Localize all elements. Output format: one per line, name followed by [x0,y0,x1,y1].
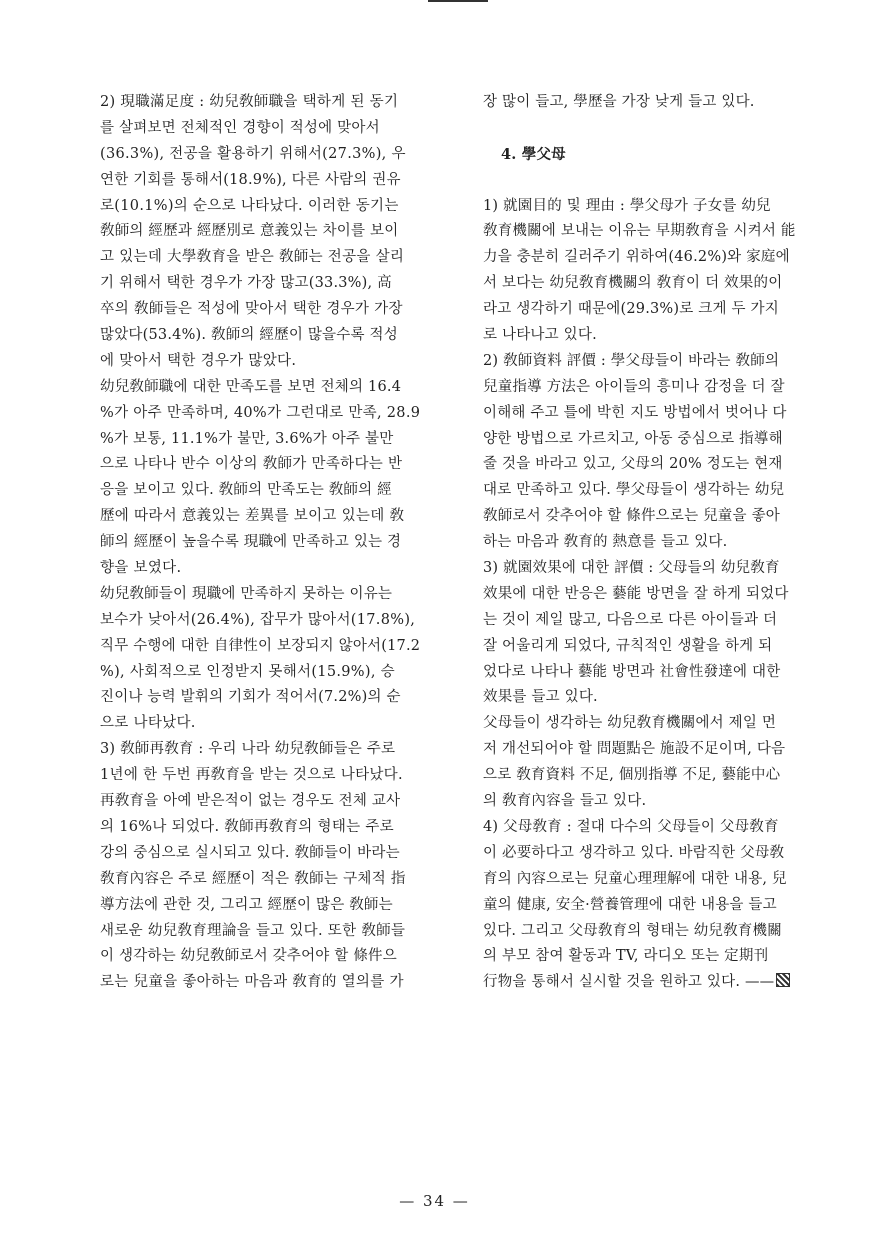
text-line: 으로 敎育資料 不足, 個別指導 不足, 藝能中心 [483,767,781,784]
text-line: 서 보다는 幼兒敎育機關의 敎育이 더 效果的이 [483,275,783,292]
text-line: 敎育機關에 보내는 이유는 早期敎育을 시켜서 能 [483,223,796,240]
text-line: 效果에 대한 반응은 藝能 방면을 잘 하게 되었다 [483,585,789,602]
text-line: 兒童指導 方法은 아이들의 흥미나 감정을 더 잘 [483,378,785,395]
text-line: 직무 수행에 대한 自律性이 보장되지 않아서(17.2 [100,637,421,654]
text-line: 1년에 한 두번 再敎育을 받는 것으로 나타났다. [100,767,403,784]
text-line: 敎師로서 갖추어야 할 條件으로는 兒童을 좋아 [483,508,780,525]
text-line: 에 맞아서 택한 경우가 많았다. [100,352,297,369]
text-line: 로 나타나고 있다. [483,327,597,344]
text-line: 父母들이 생각하는 幼兒敎育機關에서 제일 먼 [483,715,777,732]
text-line: 를 살펴보면 전체적인 경향이 적성에 맞아서 [100,119,380,136]
text-line: 2) 敎師資料 評價 : 學父母들이 바라는 敎師의 [483,352,780,369]
text-line: 하는 마음과 敎育的 熱意를 들고 있다. [483,534,728,551]
text-line: 라고 생각하기 때문에(29.3%)로 크게 두 가지 [483,301,779,318]
text-line: 새로운 幼兒敎育理論을 들고 있다. 또한 敎師들 [100,922,406,939]
text-line: 는 것이 제일 많고, 다음으로 다른 아이들과 더 [483,611,778,628]
end-mark-icon [776,973,790,987]
text-line: 보수가 낮아서(26.4%), 잡무가 많아서(17.8%), [100,611,416,628]
text-line: 연한 기회를 통해서(18.9%), 다른 사람의 권유 [100,171,401,188]
text-line: 으로 나타나 반수 이상의 敎師가 만족하다는 반 [100,456,403,473]
text-line: 진이나 능력 발휘의 기회가 적어서(7.2%)의 순 [100,689,401,706]
text-line: 導方法에 관한 것, 그리고 經歷이 많은 敎師는 [100,896,393,913]
text-line: 이해해 주고 틀에 박힌 지도 방법에서 벗어나 다 [483,404,787,421]
text-line: %), 사회적으로 인정받지 못해서(15.9%), 승 [100,663,395,680]
text-line: %가 보통, 11.1%가 불만, 3.6%가 아주 불만 [100,430,394,447]
text-line: 대로 만족하고 있다. 學父母들이 생각하는 幼兒 [483,482,785,499]
text-line: 의 16%나 되었다. 敎師再敎育의 형태는 주로 [100,818,394,835]
text-line: 再敎育을 아예 받은적이 없는 경우도 전체 교사 [100,793,401,810]
text-line: 기 위해서 택한 경우가 가장 많고(33.3%), 高 [100,275,392,292]
text-line: 강의 중심으로 실시되고 있다. 敎師들이 바라는 [100,844,400,861]
text-line: 童의 健康, 安全·營養管理에 대한 내용을 들고 [483,896,777,913]
text-line: 卒의 敎師들은 적성에 맞아서 택한 경우가 가장 [100,301,403,318]
text-line: 었다로 나타나 藝能 방면과 社會性發達에 대한 [483,663,781,680]
text-line: 3) 就園效果에 대한 評價 : 父母들의 幼兒敎育 [483,560,780,577]
text-line: 있다. 그리고 父母敎育의 형태는 幼兒敎育機關 [483,922,782,939]
blank-line [483,168,835,194]
text-line: 많았다(53.4%). 敎師의 經歷이 많을수록 적성 [100,327,398,344]
text-line: 敎師의 經歷과 經歷別로 意義있는 차이를 보이 [100,223,399,240]
text-line: 3) 敎師再敎育 : 우리 나라 幼兒敎師들은 주로 [100,741,396,758]
text-line: 잘 어울리게 되었다, 규칙적인 생활을 하게 되 [483,637,773,654]
text-line: 幼兒敎師들이 現職에 만족하지 못하는 이유는 [100,585,393,602]
last-line-text: 行物을 통해서 실시할 것을 원하고 있다. —— [483,974,775,991]
left-column [100,90,450,996]
page-number: — 34 — [399,1192,470,1210]
right-column [483,90,835,996]
text-line: 이 必要하다고 생각하고 있다. 바람직한 父母敎 [483,844,785,861]
text-line: 歷에 따라서 意義있는 差異를 보이고 있는데 敎 [100,508,405,525]
blank-line [483,116,835,142]
text-line: 고 있는데 大學敎育을 받은 敎師는 전공을 살리 [100,249,405,266]
text-line: 줄 것을 바라고 있고, 父母의 20% 정도는 현재 [483,456,783,473]
last-paragraph-line [483,970,835,996]
text-line: 力을 충분히 길러주기 위하여(46.2%)와 家庭에 [483,249,790,266]
text-line: 의 敎育內容을 들고 있다. [483,793,647,810]
text-line: 師의 經歷이 높을수록 現職에 만족하고 있는 경 [100,534,402,551]
text-line: 幼兒敎師職에 대한 만족도를 보면 전체의 16.4 [100,378,402,395]
text-line: 1) 就園目的 및 理由 : 學父母가 子女를 幼兒 [483,197,771,214]
text-line: 4) 父母敎育 : 절대 다수의 父母들이 父母敎育 [483,818,779,835]
text-line: 2) 現職滿足度 : 幼兒敎師職을 택하게 된 동기 [100,94,399,110]
text-line: 의 부모 참여 활동과 TV, 라디오 또는 定期刊 [483,948,769,965]
text-line: 로(10.1%)의 순으로 나타났다. 이러한 동기는 [100,197,399,214]
text-line: 育의 內容으로는 兒童心理理解에 대한 내용, 兒 [483,870,787,887]
text-line: %가 아주 만족하며, 40%가 그런대로 만족, 28.9 [100,404,421,421]
text-line: 敎育內容은 주로 經歷이 적은 敎師는 구체적 指 [100,870,406,887]
text-line: 장 많이 들고, 學歷을 가장 낮게 들고 있다. [483,94,755,110]
text-line: 응을 보이고 있다. 敎師의 만족도는 敎師의 經 [100,482,392,499]
text-line: 이 생각하는 幼兒敎師로서 갖추어야 할 條件으 [100,948,397,965]
text-line: 로는 兒童을 좋아하는 마음과 敎育的 열의를 가 [100,974,404,991]
text-line: 으로 나타났다. [100,715,196,732]
text-line: 양한 방법으로 가르치고, 아동 중심으로 指導해 [483,430,783,447]
section-heading: 4. 學父母 [501,145,566,163]
text-line: 저 개선되어야 할 問題點은 施設不足이며, 다음 [483,741,786,758]
text-line: 향을 보였다. [100,560,182,577]
top-rule [428,0,488,2]
text-line: (36.3%), 전공을 활용하기 위해서(27.3%), 우 [100,145,406,162]
text-line: 效果를 들고 있다. [483,689,598,706]
